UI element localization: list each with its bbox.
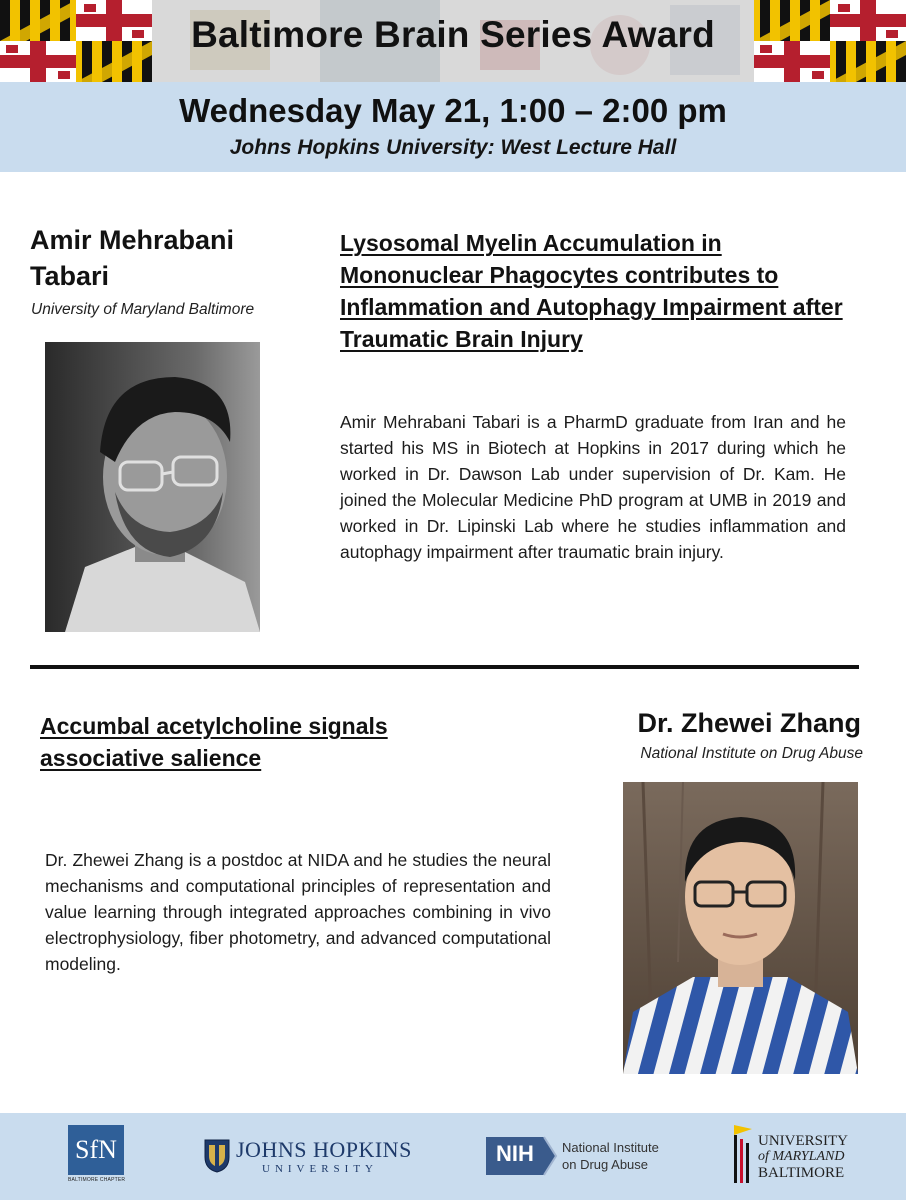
sfn-caption: BALTIMORE CHAPTER	[68, 1177, 126, 1183]
jhu-name: JOHNS HOPKINS	[236, 1137, 412, 1162]
umb-line3: BALTIMORE	[758, 1165, 845, 1181]
sponsor-footer	[0, 1113, 906, 1200]
maryland-flag-right	[754, 0, 906, 82]
speaker-1-affiliation: University of Maryland Baltimore	[31, 301, 255, 318]
nida-name	[562, 1139, 659, 1173]
umb-flagpole-icon	[732, 1125, 754, 1183]
umb-logo	[732, 1123, 862, 1189]
maryland-flag-left	[0, 0, 152, 82]
speaker-2-name: Dr. Zhewei Zhang	[637, 708, 861, 738]
speaker-1-portrait	[45, 342, 260, 632]
title-band	[0, 0, 906, 82]
speaker-2-affiliation: National Institute on Drug Abuse	[640, 745, 863, 762]
section-divider	[30, 665, 859, 669]
speaker-1-talk-title: Lysosomal Myelin Accumulation in Mononuclear Phagocytes contributes to Inflammation and Autophagy Impairment after Traumatic Brain Injury	[340, 230, 843, 352]
jhu-logo	[204, 1137, 414, 1179]
nih-mark: NIH	[496, 1141, 534, 1166]
jhu-shield-icon	[204, 1139, 230, 1173]
speaker-1-name-line2: Tabari	[30, 261, 110, 291]
speaker-2-portrait	[623, 782, 858, 1074]
event-header	[0, 0, 906, 172]
speaker-1-name-line1: Amir Mehrabani	[30, 225, 235, 255]
umb-line2: of MARYLAND	[758, 1149, 845, 1164]
umb-line1: UNIVERSITY	[758, 1133, 848, 1149]
umb-name	[758, 1133, 848, 1181]
sfn-mark: SfN	[68, 1125, 124, 1175]
event-date-time: Wednesday May 21, 1:00 – 2:00 pm	[179, 92, 727, 129]
speaker-2-photo	[623, 782, 858, 1074]
speaker-1-name	[30, 222, 320, 294]
event-venue: Johns Hopkins University: West Lecture Hall	[229, 136, 677, 159]
speaker-1-photo	[45, 342, 260, 632]
sfn-logo	[68, 1125, 124, 1185]
nida-logo	[486, 1133, 666, 1181]
nida-line2: on Drug Abuse	[562, 1157, 649, 1172]
award-title: Baltimore Brain Series Award	[191, 14, 715, 55]
jhu-university: UNIVERSITY	[262, 1163, 378, 1175]
speaker-2-bio: Dr. Zhewei Zhang is a postdoc at NIDA and he studies the neural mechanisms and computational principles of representation and value learning through integrated approaches combining in vivo electrophysiology, fiber photometry, and advanced computational modeling.	[45, 850, 551, 974]
speaker-2-talk-title: Accumbal acetylcholine signals associative salience	[40, 713, 388, 771]
speaker-1-bio: Amir Mehrabani Tabari is a PharmD graduate from Iran and he started his MS in Biotech at Hopkins in 2017 during which he worked in Dr. Dawson Lab under supervision of Dr. Kam. He joined the Molecular Medicine PhD program at UMB in 2019 and worked in Dr. Lipinski Lab where he studies inflammation and autophagy impairment after traumatic brain injury.	[340, 412, 846, 562]
nida-line1: National Institute	[562, 1140, 659, 1155]
